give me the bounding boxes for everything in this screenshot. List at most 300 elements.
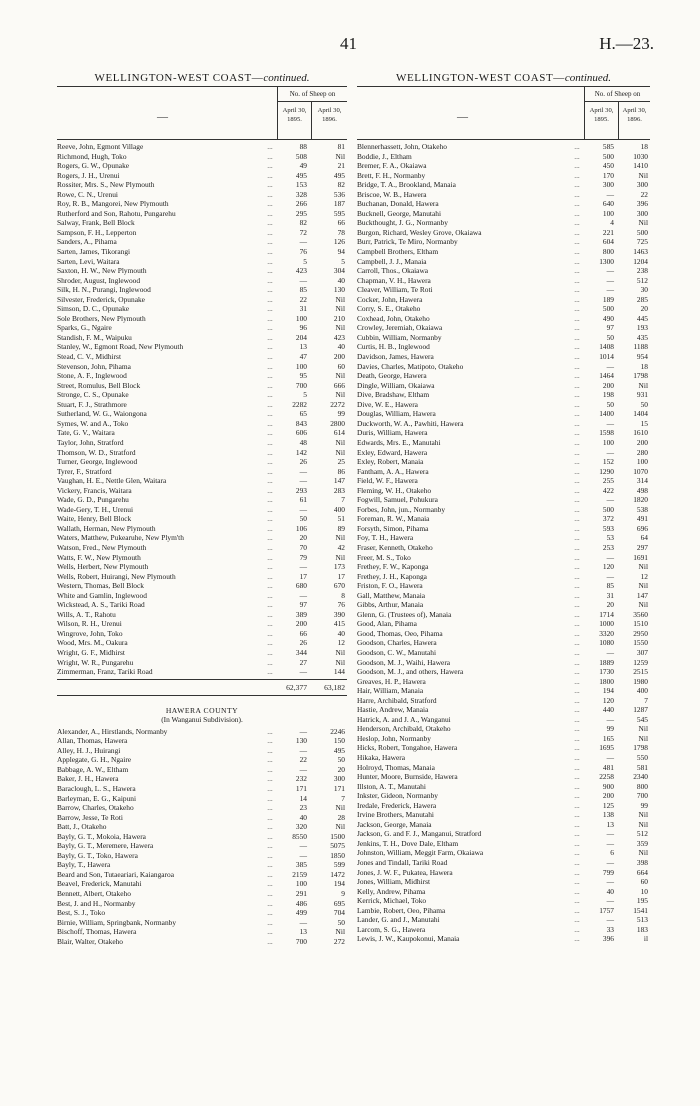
sheep-1896: 1070 bbox=[633, 466, 648, 476]
table-row bbox=[357, 543, 650, 553]
sheep-1895: 189 bbox=[602, 294, 614, 304]
sheep-1895: — bbox=[606, 189, 614, 199]
sheep-1895: 200 bbox=[602, 791, 614, 801]
right-table-header bbox=[357, 87, 650, 140]
leader-dots: ... bbox=[574, 275, 580, 285]
leader-dots: ... bbox=[267, 256, 273, 266]
owner-name: Friston, F. O., Hawera bbox=[357, 581, 423, 591]
owner-name: Saxton, H. W., New Plymouth bbox=[57, 266, 147, 276]
leader-dots: ... bbox=[574, 208, 580, 218]
table-row bbox=[357, 581, 650, 591]
leader-dots: ... bbox=[267, 504, 273, 514]
leader-dots: ... bbox=[267, 437, 273, 447]
sheep-1895: — bbox=[606, 495, 614, 505]
leader-dots: ... bbox=[267, 793, 273, 803]
table-row bbox=[357, 257, 650, 267]
owner-name: Wright, W. R., Pungarehu bbox=[57, 657, 134, 667]
sheep-1895: 1408 bbox=[599, 342, 614, 352]
table-row bbox=[57, 352, 347, 362]
leader-dots: ... bbox=[574, 390, 580, 400]
owner-name: Silk, H. N., Purangi, Inglewood bbox=[57, 285, 151, 295]
table-row bbox=[57, 247, 347, 257]
owner-name: Rogers, J. H., Urenui bbox=[57, 170, 120, 180]
table-row bbox=[357, 638, 650, 648]
leader-dots: ... bbox=[574, 313, 580, 323]
owner-name: Dive, W. E., Hawera bbox=[357, 399, 418, 409]
leader-dots: ... bbox=[574, 304, 580, 314]
sheep-1896: Nil bbox=[335, 294, 345, 304]
table-row bbox=[57, 276, 347, 286]
sheep-1895: 200 bbox=[295, 619, 307, 629]
table-row bbox=[57, 152, 347, 162]
table-row bbox=[357, 925, 650, 935]
owner-name: Dive, Bradshaw, Eltham bbox=[357, 390, 430, 400]
sheep-1896: Nil bbox=[638, 170, 648, 180]
sheep-1895: 13 bbox=[606, 819, 614, 829]
leader-dots: ... bbox=[267, 227, 273, 237]
sheep-1895: — bbox=[299, 590, 307, 600]
sheep-1896: 545 bbox=[636, 714, 648, 724]
leader-dots: ... bbox=[267, 628, 273, 638]
sheep-1896: 400 bbox=[333, 504, 345, 514]
owner-name: Stronge, C. S., Opunake bbox=[57, 390, 129, 400]
sheep-1896: 30 bbox=[640, 285, 648, 295]
table-row bbox=[57, 765, 347, 775]
sheep-1895: 255 bbox=[602, 476, 614, 486]
owner-name: Waite, Henry, Bell Block bbox=[57, 514, 132, 524]
owner-name: Street, Romulus, Bell Block bbox=[57, 380, 141, 390]
sheep-1896: Nil bbox=[335, 822, 345, 832]
owner-name: Rowe, C. N., Urenui bbox=[57, 189, 118, 199]
sheep-1896: 20 bbox=[337, 764, 345, 774]
leader-dots: ... bbox=[267, 571, 273, 581]
table-row bbox=[357, 276, 650, 286]
table-row bbox=[57, 899, 347, 909]
sheep-1896: 9 bbox=[341, 889, 345, 899]
owner-name: Beard and Son, Tutaeariari, Kaiangaroa bbox=[57, 869, 174, 879]
sheep-1896: 40 bbox=[337, 628, 345, 638]
sheep-1895: — bbox=[606, 714, 614, 724]
owner-name: Beavel, Frederick, Manutahi bbox=[57, 879, 142, 889]
owner-name: Buchanan, Donald, Hawera bbox=[357, 199, 439, 209]
table-row bbox=[57, 658, 347, 668]
sheep-1896: 18 bbox=[640, 142, 648, 151]
sheep-1895: 198 bbox=[602, 390, 614, 400]
owner-name: Baker, J. H., Hawera bbox=[57, 774, 119, 784]
owner-name: Cocker, John, Hawera bbox=[357, 294, 423, 304]
sheep-1895: 100 bbox=[295, 313, 307, 323]
table-row bbox=[357, 533, 650, 543]
sheep-1896: 670 bbox=[333, 581, 345, 591]
leader-dots: ... bbox=[574, 695, 580, 705]
sheep-1896: 423 bbox=[333, 332, 345, 342]
sheep-1895: 120 bbox=[602, 562, 614, 572]
sheep-1896: 272 bbox=[333, 936, 345, 946]
sheep-1895: 6 bbox=[610, 848, 614, 858]
sheep-1896: 194 bbox=[333, 879, 345, 889]
table-row bbox=[57, 610, 347, 620]
leader-dots: ... bbox=[574, 399, 580, 409]
sheep-1895: 49 bbox=[299, 161, 307, 171]
sheep-1895: — bbox=[606, 915, 614, 925]
sheep-1896: 100 bbox=[636, 457, 648, 467]
sheep-1896: 17 bbox=[337, 571, 345, 581]
sheep-1895: 153 bbox=[295, 180, 307, 190]
table-row bbox=[357, 610, 650, 620]
sheep-1896: 800 bbox=[636, 781, 648, 791]
sheep-1895: 72 bbox=[299, 227, 307, 237]
sheep-1896: 50 bbox=[337, 755, 345, 765]
leader-dots: ... bbox=[267, 562, 273, 572]
table-row bbox=[357, 934, 650, 944]
table-row bbox=[57, 918, 347, 928]
sheep-1895: 1014 bbox=[599, 352, 614, 362]
leader-dots: ... bbox=[574, 628, 580, 638]
leader-dots: ... bbox=[267, 831, 273, 841]
sheep-1896: 81 bbox=[337, 142, 345, 151]
sheep-1896: Nil bbox=[335, 647, 345, 657]
sheep-1895: 232 bbox=[295, 774, 307, 784]
sheep-1895: 82 bbox=[299, 218, 307, 228]
leader-dots: ... bbox=[267, 600, 273, 610]
sheep-1895: 88 bbox=[299, 142, 307, 151]
owner-name: Sutherland, W. G., Waiongona bbox=[57, 409, 147, 419]
owner-name: Duckworth, W. A., Pawhiti, Hawera bbox=[357, 418, 464, 428]
owner-name: Batt, J., Otakeho bbox=[57, 822, 107, 832]
sheep-1895: 170 bbox=[602, 170, 614, 180]
leader-dots: ... bbox=[267, 647, 273, 657]
sheep-1895: 423 bbox=[295, 266, 307, 276]
leader-dots: ... bbox=[574, 753, 580, 762]
sheep-1896: 512 bbox=[636, 829, 648, 839]
sheep-1896: 931 bbox=[636, 390, 648, 400]
owner-name: Burr, Patrick, Te Miro, Normanby bbox=[357, 237, 458, 247]
table-row bbox=[57, 581, 347, 591]
table-row bbox=[357, 915, 650, 925]
year-1896-header: April 30, 1896. bbox=[618, 102, 650, 139]
owner-name: Campbell, J. J., Manaia bbox=[357, 256, 427, 266]
leader-dots: ... bbox=[574, 485, 580, 495]
table-row bbox=[57, 727, 347, 737]
sheep-1896: 415 bbox=[333, 619, 345, 629]
section-subtitle: (In Wanganui Subdivision). bbox=[161, 715, 243, 725]
leader-dots: ... bbox=[574, 810, 580, 820]
table-row bbox=[57, 457, 347, 467]
sheep-1895: 499 bbox=[295, 908, 307, 918]
leader-dots: ... bbox=[574, 877, 580, 887]
total-1895: 62,377 bbox=[286, 682, 307, 692]
table-row bbox=[57, 304, 347, 314]
sheep-1896: 7 bbox=[644, 695, 648, 705]
table-row bbox=[357, 877, 650, 887]
sheep-1895: 8550 bbox=[292, 831, 307, 841]
sheep-1895: — bbox=[606, 552, 614, 562]
leader-dots: ... bbox=[267, 332, 273, 342]
sheep-1895: 700 bbox=[295, 380, 307, 390]
table-row bbox=[57, 638, 347, 648]
owner-name: Frethey, J. H., Kaponga bbox=[357, 571, 427, 581]
sheep-1895: 152 bbox=[602, 457, 614, 467]
table-row bbox=[357, 724, 650, 734]
table-row bbox=[57, 927, 347, 937]
sheep-1895: — bbox=[606, 858, 614, 868]
left-table-body bbox=[57, 142, 347, 677]
leader-dots: ... bbox=[267, 755, 273, 765]
sheep-1896: 359 bbox=[636, 838, 648, 848]
owner-name: Thomson, W. D., Stratford bbox=[57, 447, 136, 457]
table-row bbox=[57, 667, 347, 677]
leader-dots: ... bbox=[574, 189, 580, 199]
leader-dots: ... bbox=[267, 898, 273, 908]
sheep-1896: 7 bbox=[341, 793, 345, 803]
sheep-1895: — bbox=[299, 476, 307, 486]
table-row bbox=[57, 860, 347, 870]
sheep-1896: 86 bbox=[337, 466, 345, 476]
sheep-1895: 680 bbox=[295, 581, 307, 591]
leader-dots: ... bbox=[574, 533, 580, 543]
sheep-1896: 21 bbox=[337, 161, 345, 171]
leader-dots: ... bbox=[574, 781, 580, 791]
sheep-1895: 20 bbox=[299, 533, 307, 543]
owner-name: Good, Alan, Pihama bbox=[357, 619, 417, 629]
sheep-1895: 500 bbox=[602, 504, 614, 514]
table-row bbox=[357, 753, 650, 763]
leader-dots: ... bbox=[267, 533, 273, 543]
sheep-1895: 1400 bbox=[599, 409, 614, 419]
leader-dots: ... bbox=[574, 647, 580, 657]
leader-dots: ... bbox=[267, 745, 273, 755]
sheep-1896: Nil bbox=[638, 581, 648, 591]
table-row bbox=[57, 180, 347, 190]
leader-dots: ... bbox=[574, 142, 580, 151]
year-1895-header: April 30, 1895. bbox=[584, 102, 618, 139]
sheep-1895: — bbox=[299, 841, 307, 851]
table-row bbox=[57, 600, 347, 610]
owner-name: Glenn, G. (Trustees of), Manaia bbox=[357, 609, 452, 619]
owner-name: Exley, Edward, Hawera bbox=[357, 447, 428, 457]
table-row bbox=[57, 619, 347, 629]
owner-name: Stone, A. F., Inglewood bbox=[57, 371, 127, 381]
sheep-1895: 26 bbox=[299, 457, 307, 467]
sheep-1895: 799 bbox=[602, 867, 614, 877]
owner-name: Babbage, A. W., Eltham bbox=[57, 764, 129, 774]
table-row bbox=[57, 400, 347, 410]
owner-name: Brett, F. H., Normanby bbox=[357, 170, 426, 180]
sheep-1895: 1598 bbox=[599, 428, 614, 438]
leader-dots: ... bbox=[267, 170, 273, 180]
owner-name: Goodson, Charles, Hawera bbox=[357, 638, 437, 648]
leader-dots: ... bbox=[267, 736, 273, 746]
owner-name: Wills, A. T., Rahotu bbox=[57, 609, 116, 619]
sheep-1896: 82 bbox=[337, 180, 345, 190]
table-row bbox=[57, 295, 347, 305]
leader-dots: ... bbox=[574, 247, 580, 257]
sheep-1896: 300 bbox=[636, 180, 648, 190]
owner-name: Fleming, W. H., Otakeho bbox=[357, 485, 432, 495]
sheep-1896: 94 bbox=[337, 247, 345, 257]
sheep-1896: 7 bbox=[341, 495, 345, 505]
sheep-1895: 800 bbox=[602, 247, 614, 257]
sheep-1896: 512 bbox=[636, 275, 648, 285]
owner-name: Campbell Brothers, Eltham bbox=[357, 247, 439, 257]
sheep-1895: 65 bbox=[299, 409, 307, 419]
owner-name: Stead, C. V., Midhirst bbox=[57, 352, 121, 362]
leader-dots: ... bbox=[267, 889, 273, 899]
owner-name: Jones and Tindall, Tariki Road bbox=[357, 858, 448, 868]
sheep-1896: 126 bbox=[333, 237, 345, 247]
table-row bbox=[357, 314, 650, 324]
sheep-1895: 481 bbox=[602, 762, 614, 772]
sheep-1895: 700 bbox=[295, 936, 307, 946]
leader-dots: ... bbox=[574, 657, 580, 667]
table-row bbox=[57, 467, 347, 477]
sheep-1896: 300 bbox=[333, 774, 345, 784]
leader-dots: ... bbox=[267, 514, 273, 524]
owner-name: Jackson, G. and F. J., Manganui, Stratford bbox=[357, 829, 482, 839]
owner-name: Salway, Frank, Bell Block bbox=[57, 218, 135, 228]
table-row bbox=[57, 209, 347, 219]
sheep-1896: 435 bbox=[636, 332, 648, 342]
leader-dots: ... bbox=[267, 581, 273, 591]
owner-name: Inkster, Gideon, Normanby bbox=[357, 791, 438, 801]
leader-dots: ... bbox=[574, 495, 580, 505]
table-row bbox=[357, 428, 650, 438]
owner-name: Holroyd, Thomas, Manaia bbox=[357, 762, 435, 772]
leader-dots: ... bbox=[574, 552, 580, 562]
sheep-1896: 614 bbox=[333, 428, 345, 438]
table-row bbox=[57, 428, 347, 438]
owner-name: Hicks, Robert, Tongahoe, Hawera bbox=[357, 743, 458, 753]
leader-dots: ... bbox=[574, 924, 580, 934]
sheep-1896: 1550 bbox=[633, 638, 648, 648]
leader-dots: ... bbox=[267, 447, 273, 457]
table-row bbox=[357, 829, 650, 839]
sheep-1895: 221 bbox=[602, 227, 614, 237]
table-row bbox=[357, 600, 650, 610]
owner-name: Tate, G. V., Waitara bbox=[57, 428, 115, 438]
sheep-1896: 1204 bbox=[633, 256, 648, 266]
sheep-1896: 390 bbox=[333, 609, 345, 619]
table-row bbox=[357, 295, 650, 305]
sheep-1895: 200 bbox=[602, 380, 614, 390]
leader-dots: ... bbox=[574, 733, 580, 743]
leader-dots: ... bbox=[267, 764, 273, 774]
sheep-1896: 491 bbox=[636, 514, 648, 524]
table-row bbox=[357, 591, 650, 601]
table-row bbox=[57, 889, 347, 899]
table-row bbox=[357, 772, 650, 782]
table-row bbox=[57, 409, 347, 419]
owner-name: Wilson, R. H., Urenui bbox=[57, 619, 122, 629]
name-column-header: — bbox=[157, 111, 168, 123]
table-row bbox=[357, 801, 650, 811]
sheep-1895: 70 bbox=[299, 542, 307, 552]
owner-name: Boddie, J., Eltham bbox=[357, 151, 412, 161]
leader-dots: ... bbox=[267, 850, 273, 860]
table-row bbox=[57, 448, 347, 458]
leader-dots: ... bbox=[574, 151, 580, 161]
total-1896: 63,182 bbox=[324, 682, 345, 692]
table-row bbox=[357, 495, 650, 505]
sheep-1896: 2800 bbox=[330, 418, 345, 428]
owner-name: Birnie, William, Springbank, Normanby bbox=[57, 917, 177, 927]
owner-name: Roy, R. B., Mangorei, New Plymouth bbox=[57, 199, 169, 209]
sheep-1895: 31 bbox=[606, 590, 614, 600]
page-header bbox=[0, 34, 700, 56]
table-row bbox=[357, 228, 650, 238]
sheep-1895: — bbox=[299, 562, 307, 572]
leader-dots: ... bbox=[267, 927, 273, 937]
sheep-1895: 40 bbox=[299, 812, 307, 822]
sheep-1896: 1798 bbox=[633, 743, 648, 753]
owner-name: Freer, M. S., Toko bbox=[357, 552, 411, 562]
owner-name: Forsyth, Simon, Pihama bbox=[357, 523, 429, 533]
table-row bbox=[357, 887, 650, 897]
owner-name: Heslop, John, Normanby bbox=[357, 733, 431, 743]
sheep-1895: 295 bbox=[295, 208, 307, 218]
sheep-1896: 200 bbox=[636, 437, 648, 447]
leader-dots: ... bbox=[267, 485, 273, 495]
table-row bbox=[57, 228, 347, 238]
sheep-1895: 76 bbox=[299, 247, 307, 257]
sheep-1896: 664 bbox=[636, 867, 648, 877]
table-row bbox=[357, 514, 650, 524]
sheep-1896: Nil bbox=[638, 380, 648, 390]
sheep-1895: 1714 bbox=[599, 609, 614, 619]
leader-dots: ... bbox=[574, 848, 580, 858]
sheep-1896: 64 bbox=[640, 533, 648, 543]
table-row bbox=[357, 371, 650, 381]
sheep-1896: 1850 bbox=[330, 850, 345, 860]
sheep-1896: 297 bbox=[636, 542, 648, 552]
owner-name: Alley, H. J., Huirangi bbox=[57, 745, 121, 755]
sheep-1895: — bbox=[606, 838, 614, 848]
leader-dots: ... bbox=[267, 609, 273, 619]
owner-name: Crowley, Jeremiah, Okaiawa bbox=[357, 323, 443, 333]
sheep-1895: 1464 bbox=[599, 371, 614, 381]
leader-dots: ... bbox=[574, 714, 580, 724]
sheep-1896: 195 bbox=[636, 896, 648, 906]
sheep-1895: — bbox=[299, 850, 307, 860]
table-row bbox=[357, 190, 650, 200]
hawera-table-body bbox=[57, 727, 347, 947]
table-row bbox=[357, 906, 650, 916]
table-row bbox=[57, 822, 347, 832]
leader-dots: ... bbox=[267, 247, 273, 257]
sheep-1895: 606 bbox=[295, 428, 307, 438]
owner-name: Sarten, Levi, Waitara bbox=[57, 256, 120, 266]
owner-name: Fogwill, Samuel, Pohukura bbox=[357, 495, 438, 505]
sheep-1895: 2258 bbox=[599, 772, 614, 782]
sheep-1895: 2282 bbox=[292, 399, 307, 409]
owner-name: Gibbs, Arthur, Manaia bbox=[357, 600, 424, 610]
owner-name: Carroll, Thos., Okaiawa bbox=[357, 266, 429, 276]
table-row bbox=[57, 736, 347, 746]
leader-dots: ... bbox=[267, 352, 273, 362]
table-row bbox=[57, 794, 347, 804]
sheep-1896: 51 bbox=[337, 514, 345, 524]
table-row bbox=[357, 648, 650, 658]
leader-dots: ... bbox=[574, 542, 580, 552]
table-row bbox=[357, 448, 650, 458]
table-row bbox=[57, 803, 347, 813]
sheep-1895: 422 bbox=[602, 485, 614, 495]
table-row bbox=[357, 791, 650, 801]
table-row bbox=[357, 705, 650, 715]
owner-name: Wade-Gery, T. H., Urenui bbox=[57, 504, 134, 514]
sheep-1896: Nil bbox=[638, 562, 648, 572]
owner-name: Fraser, Kenneth, Otakeho bbox=[357, 542, 433, 552]
